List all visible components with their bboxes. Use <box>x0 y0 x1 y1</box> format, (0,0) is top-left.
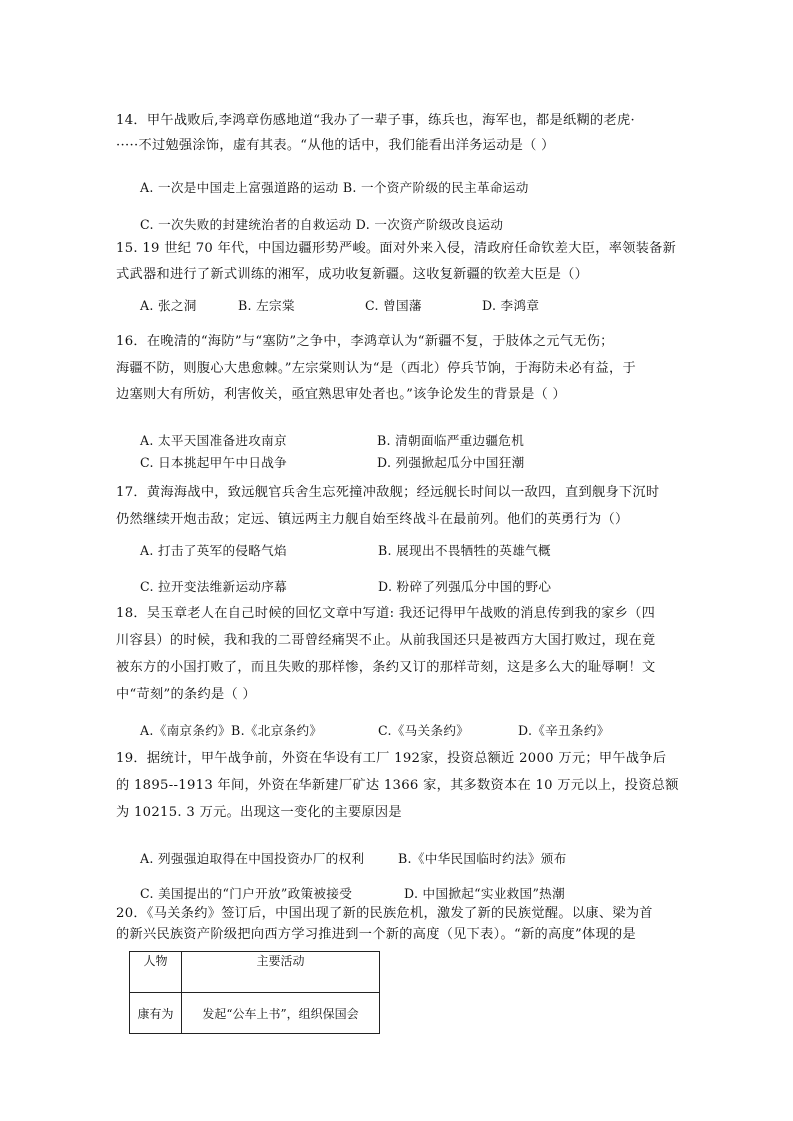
q15-option-c: C. 曾国藩 <box>365 298 422 313</box>
q16-option-a: A. 太平天国准备进攻南京 <box>140 433 287 448</box>
table-cell-person: 康有为 <box>130 993 182 1034</box>
q18-option-c: C.《马关条约》 <box>378 723 470 738</box>
q16-line-2: 海疆不防，则腹心大患愈棘。”左宗棠则认为“是（西北）停兵节饷，于海防未必有益，于 <box>116 361 637 376</box>
q18-line-2: 川容县）的时候，我和我的二哥曾经痛哭不止。从前我国还只是被西方大国打败过，现在竟 <box>116 633 656 648</box>
activity-table <box>129 951 380 1034</box>
q18-line-3: 被东方的小国打败了，而且失败的那样惨，条约又订的那样苛刻，这是多么大的耻辱啊！文 <box>116 660 656 675</box>
q19-option-d: D. 中国掀起“实业救国”热潮 <box>404 886 565 901</box>
q19-option-c: C. 美国提出的“门户开放”政策被接受 <box>140 886 353 901</box>
q16-line-3: 边塞则大有所妨，利害攸关，亟宜熟思审处者也。”该争论发生的背景是（ ） <box>116 387 567 402</box>
q19-option-b: B.《中华民国临时约法》颁布 <box>398 851 567 866</box>
q17-option-a: A. 打击了英军的侵略气焰 <box>140 543 287 558</box>
q15-option-b: B. 左宗棠 <box>238 298 295 313</box>
q15-option-a: A. 张之洞 <box>140 298 197 313</box>
q16-line-1: 16．在晚清的“海防”与“塞防”之争中，李鸿章认为“新疆不复，于肢体之元气无伤； <box>116 334 614 349</box>
q15-option-d: D. 李鸿章 <box>482 298 540 313</box>
q17-option-b: B. 展现出不畏牺牲的英雄气概 <box>378 543 551 558</box>
q15-line-1: 15. 19 世纪 70 年代，中国边疆形势严峻。面对外来入侵，清政府任命钦差大臣，率领装备新 <box>116 241 677 256</box>
q18-option-d: D.《辛丑条约》 <box>518 723 610 738</box>
q14-option-row-1: A. 一次是中国走上富强道路的运动 B. 一个资产阶级的民主革命运动 <box>140 180 529 195</box>
q14-line-2: ·····不过勉强涂饰，虚有其表。“从他的话中，我们能看出洋务运动是（ ） <box>116 138 555 153</box>
q19-line-1: 19．据统计，甲午战争前，外资在华设有工厂 192家，投资总额近 2000 万元；甲午战争后 <box>116 751 667 766</box>
q20-line-1: 20．《马关条约》签订后，中国出现了新的民族危机，激发了新的民族觉醒。以康、梁为首 <box>116 906 653 921</box>
q16-option-d: D. 列强掀起瓜分中国狂潮 <box>377 455 525 470</box>
table-header-activity: 主要活动 <box>182 952 380 993</box>
table-row <box>130 993 380 1034</box>
q15-line-2: 式武器和进行了新式训练的湘军，成功收复新疆。这收复新疆的钦差大臣是（） <box>116 267 589 282</box>
q18-line-4: 中“苛刻”的条约是（ ） <box>116 687 256 702</box>
table-header-person: 人物 <box>130 952 182 993</box>
q14-line-1: 14．甲午战败后,李鸿章伤感地道“我办了一辈子事，练兵也，海军也，都是纸糊的老虎· <box>116 113 635 128</box>
q18-line-1: 18．吴玉章老人在自己时候的回忆文章中写道: 我还记得甲午战败的消息传到我的家乡（四 <box>116 606 656 621</box>
q16-option-b: B. 清朝面临严重边疆危机 <box>377 433 525 448</box>
q19-option-a: A. 列强强迫取得在中国投资办厂的权利 <box>140 851 365 866</box>
q19-line-3: 为 10215. 3 万元。出现这一变化的主要原因是 <box>116 805 402 820</box>
q14-option-row-2: C. 一次失败的封建统治者的自救运动 D. 一次资产阶级改良运动 <box>140 217 504 232</box>
q20-line-2: 的新兴民族资产阶级把向西方学习推进到一个新的高度（见下表）。“新的高度”体现的是 <box>116 927 637 942</box>
q17-line-2: 仍然继续开炮击敌；定远、镇远两主力舰自始至终战斗在最前列。他们的英勇行为（） <box>116 512 629 527</box>
q17-option-c: C. 拉开变法维新运动序幕 <box>140 579 288 594</box>
q17-line-1: 17．黄海海战中，致远舰官兵舍生忘死撞冲敌舰；经远舰长时间以一敌四，直到舰身下沉时 <box>116 485 660 500</box>
q19-line-2: 的 1895--1913 年间，外资在华新建厂矿达 1366 家，其多数资本在 10 万元以上，投资总额 <box>116 778 679 793</box>
table-cell-activity: 发起“公车上书”，组织保国会 <box>182 993 380 1034</box>
q16-option-c: C. 日本挑起甲午中日战争 <box>140 455 288 470</box>
q18-option-ab: A.《南京条约》B.《北京条约》 <box>140 723 323 738</box>
q17-option-d: D. 粉碎了列强瓜分中国的野心 <box>378 579 552 594</box>
table-header-row <box>130 952 380 993</box>
